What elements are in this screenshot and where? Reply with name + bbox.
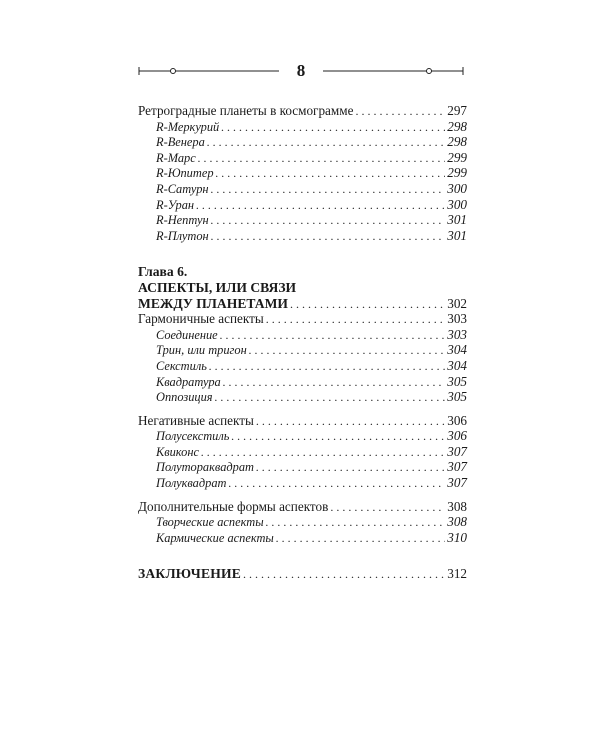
- dot-leader: [266, 515, 446, 531]
- toc-subentry: [138, 428, 467, 444]
- toc-subentry: [138, 374, 467, 390]
- toc-subentry: [138, 327, 467, 343]
- dot-leader: [209, 359, 445, 375]
- toc-entry-page: 306: [447, 428, 467, 444]
- toc-entry-title: Негативные аспекты: [138, 412, 254, 428]
- chapter-title-line2: МЕЖДУ ПЛАНЕТАМИ: [138, 295, 289, 311]
- dot-leader: [198, 151, 445, 167]
- dot-leader: [355, 104, 445, 120]
- toc-entry-title: Трин, или тригон: [156, 343, 247, 358]
- toc-entry-page: 299: [447, 165, 467, 181]
- toc-entry-title: R-Нептун: [156, 213, 209, 228]
- toc-subentry: [138, 475, 467, 491]
- toc-entry-title: R-Марс: [156, 150, 196, 165]
- toc-entry-title: Полутораквадрат: [156, 460, 254, 475]
- toc-entry-page: 303: [447, 326, 467, 342]
- toc-subentry: [138, 165, 467, 181]
- toc-entry-page: 300: [447, 180, 467, 196]
- page-number: 8: [296, 61, 306, 80]
- toc-entry-title: Ретроградные планеты в космограмме: [138, 103, 354, 118]
- toc-entry-harmonic: [138, 311, 467, 327]
- dot-leader: [228, 476, 445, 492]
- toc-subentry: [138, 530, 467, 546]
- dot-leader: [211, 229, 446, 245]
- toc-entry-page: 305: [447, 373, 467, 389]
- toc-entry-title: R-Уран: [156, 197, 195, 212]
- toc-entry-title: R-Юпитер: [156, 166, 214, 181]
- toc-subentry: [138, 212, 467, 228]
- toc-entry-title: Творческие аспекты: [156, 515, 264, 530]
- toc-entry-page: 299: [447, 149, 467, 165]
- toc-subentry: [138, 197, 467, 213]
- toc-entry-negative: [138, 413, 467, 429]
- dot-leader: [216, 166, 446, 182]
- table-of-contents: [138, 103, 467, 582]
- dot-leader: [256, 414, 445, 430]
- toc-entry-page: 308: [447, 498, 467, 514]
- toc-entry-page: 305: [447, 389, 467, 405]
- toc-entry-title: Соединение: [156, 327, 218, 342]
- dot-leader: [276, 531, 445, 547]
- toc-entry-title: Полусекстиль: [156, 429, 230, 444]
- dot-leader: [207, 135, 445, 151]
- toc-entry-title: Секстиль: [156, 358, 207, 373]
- toc-subentry: [138, 389, 467, 405]
- toc-entry-retrograde: [138, 103, 467, 119]
- toc-entry-title: R-Сатурн: [156, 181, 209, 196]
- toc-entry-page: 312: [447, 566, 467, 582]
- toc-entry-page: 298: [447, 118, 467, 134]
- toc-entry-title: Квадратура: [156, 374, 221, 389]
- dot-leader: [215, 390, 446, 406]
- toc-entry-additional: [138, 499, 467, 515]
- toc-entry-title: ЗАКЛЮЧЕНИЕ: [138, 566, 242, 582]
- dot-leader: [211, 182, 446, 198]
- toc-entry-title: Полуквадрат: [156, 476, 227, 491]
- toc-subentry: [138, 514, 467, 530]
- toc-entry-page: 300: [447, 196, 467, 212]
- toc-entry-page: 302: [447, 295, 467, 311]
- toc-subentry: [138, 459, 467, 475]
- toc-subentry: [138, 134, 467, 150]
- dot-leader: [231, 429, 445, 445]
- toc-entry-page: 298: [447, 134, 467, 150]
- dot-leader: [256, 460, 445, 476]
- toc-subentry: [138, 150, 467, 166]
- toc-entry-page: 301: [447, 227, 467, 243]
- chapter-label: Глава 6.: [138, 264, 188, 280]
- dot-leader: [249, 343, 445, 359]
- toc-subentry: [138, 181, 467, 197]
- toc-entry-title: R-Меркурий: [156, 119, 220, 134]
- toc-entry-page: 301: [447, 212, 467, 228]
- dot-leader: [223, 375, 445, 391]
- toc-entry-title: Квиконс: [156, 444, 199, 459]
- toc-entry-page: 304: [447, 342, 467, 358]
- toc-entry-title: Дополнительные формы аспектов: [138, 498, 329, 514]
- toc-subentry: [138, 444, 467, 460]
- toc-entry-page: 307: [447, 475, 467, 491]
- dot-leader: [290, 297, 445, 313]
- toc-entry-page: 308: [447, 514, 467, 530]
- dot-leader: [220, 328, 446, 344]
- toc-entry-chapter6: [138, 296, 467, 312]
- dot-leader: [196, 198, 445, 214]
- page-header: [137, 58, 465, 84]
- toc-subentry: [138, 342, 467, 358]
- dot-leader: [266, 312, 445, 328]
- dot-leader: [221, 120, 445, 136]
- toc-entry-page: 310: [447, 529, 467, 545]
- dot-leader: [243, 567, 445, 583]
- toc-entry-title: Оппозиция: [156, 390, 213, 405]
- toc-entry-title: Гармоничные аспекты: [138, 311, 264, 327]
- dot-leader: [330, 500, 445, 516]
- toc-entry-page: 306: [447, 412, 467, 428]
- toc-entry-page: 307: [447, 459, 467, 475]
- dot-leader: [201, 445, 445, 461]
- toc-subentry: [138, 119, 467, 135]
- toc-entry-page: 304: [447, 357, 467, 373]
- toc-entry-page: 297: [447, 103, 467, 118]
- toc-entry-title: R-Плутон: [156, 228, 209, 243]
- toc-entry-title: Кармические аспекты: [156, 530, 274, 545]
- toc-subentry: [138, 228, 467, 244]
- dot-leader: [211, 213, 446, 229]
- toc-subentry: [138, 358, 467, 374]
- chapter-title-line1: АСПЕКТЫ, ИЛИ СВЯЗИ: [138, 279, 297, 295]
- toc-entry-page: 303: [447, 311, 467, 327]
- toc-entry-title: R-Венера: [156, 135, 205, 150]
- toc-entry-page: 307: [447, 443, 467, 459]
- toc-entry-conclusion: [138, 566, 467, 582]
